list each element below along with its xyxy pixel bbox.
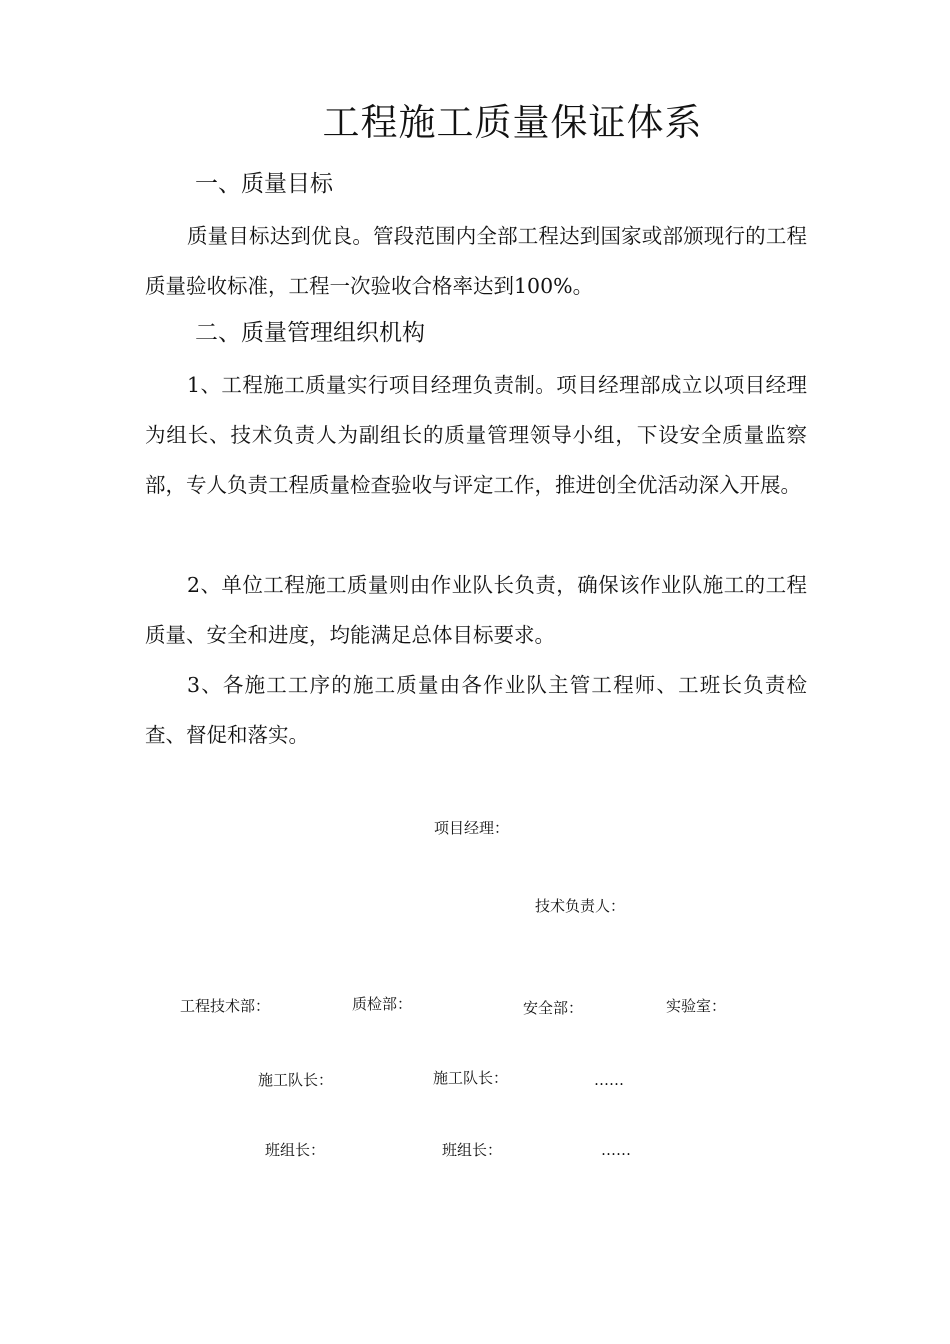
org-group-leader: 班组长： [442,1141,503,1159]
paragraph-org-1: 1、工程施工质量实行项目经理负责制。项目经理部成立以项目经理为组长、技术负责人为副组长的质量管理领导小组，下设安全质量监察部，专人负责工程质量检查验收与评定工作，推进创全优活动深入开展。 [145,373,807,497]
org-team-leader: 施工队长： [433,1069,509,1087]
org-project-manager: 项目经理： [434,819,510,837]
org-dept-laboratory: 实验室： [666,997,727,1015]
paragraph-org-2: 2、单位工程施工质量则由作业队长负责，确保该作业队施工的工程质量、安全和进度，均能满足总体目标要求。 [145,573,807,647]
section-heading-quality-org: 二、质量管理组织机构 [195,320,425,346]
section-heading-quality-goal: 一、质量目标 [195,171,333,197]
paragraph-quality-goal: 质量目标达到优良。管段范围内全部工程达到国家或部颁现行的工程质量验收标准，工程一次验收合格率达到100%。 [145,224,807,298]
org-dept-safety: 安全部： [523,999,584,1017]
org-team-leader: 施工队长： [258,1071,334,1089]
org-tech-lead: 技术负责人： [535,897,626,915]
org-group-leader-more: …… [601,1141,631,1159]
org-group-leader: 班组长： [265,1141,326,1159]
org-dept-quality-inspection: 质检部： [352,995,413,1013]
paragraph-org-3: 3、各施工工序的施工质量由各作业队主管工程师、工班长负责检查、督促和落实。 [145,673,807,747]
page-title: 工程施工质量保证体系 [322,101,703,144]
org-team-leader-more: …… [594,1071,624,1089]
org-dept-engineering: 工程技术部： [180,997,271,1015]
